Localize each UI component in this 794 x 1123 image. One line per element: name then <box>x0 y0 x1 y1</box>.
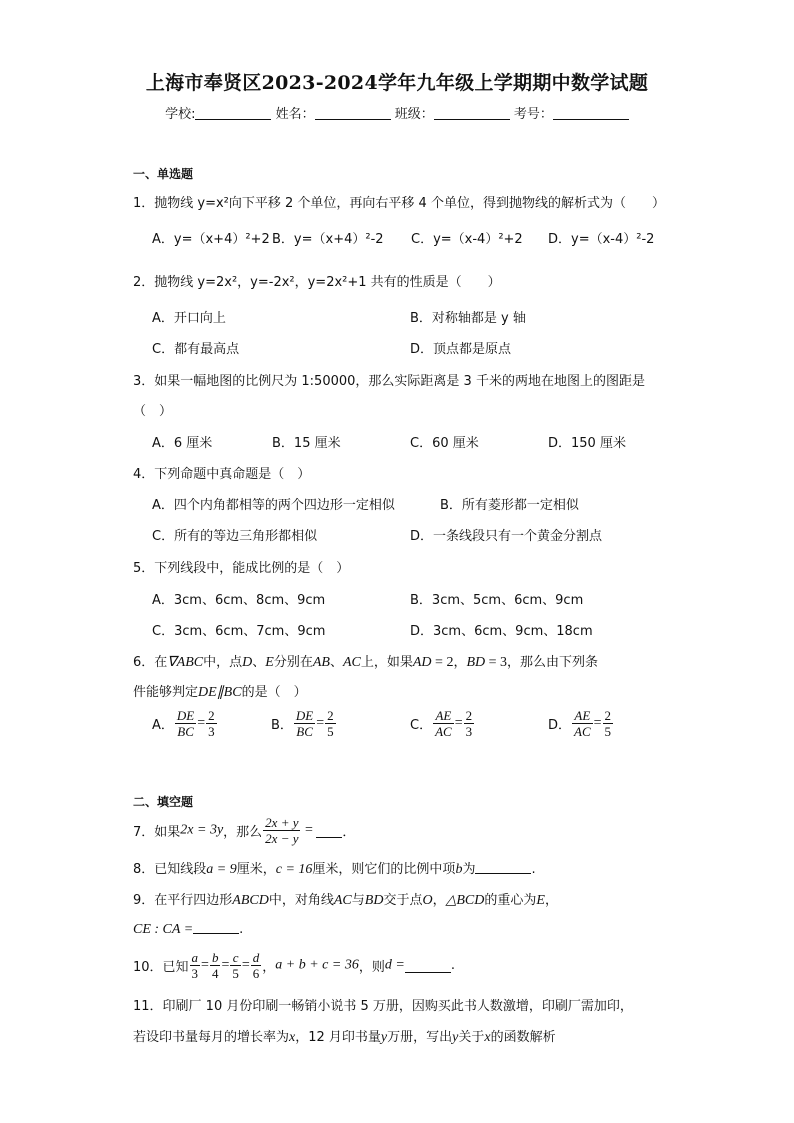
fraction <box>325 708 336 739</box>
q8-text: 8．已知线段 <box>133 862 207 877</box>
q8-text: 为 <box>462 862 476 877</box>
fraction-numerator: 2 <box>465 708 473 723</box>
fraction-denominator: BC <box>177 724 194 739</box>
fraction-denominator: AC <box>435 724 452 739</box>
q11-text: 万册，写出 <box>387 1030 453 1045</box>
fraction <box>572 708 593 739</box>
q6-sep: 、 <box>252 655 266 670</box>
q8-text: 厘米， <box>236 862 276 877</box>
fraction-numerator: 2 <box>327 708 334 723</box>
q6-bd: BD <box>466 655 486 670</box>
q6-eq: = <box>431 655 447 670</box>
q10-d: d = <box>384 957 405 973</box>
fraction-denominator: BC <box>296 724 313 739</box>
fraction-denominator: AC <box>574 724 591 739</box>
q6-text: 上，如果 <box>360 655 413 670</box>
fraction <box>175 708 196 739</box>
q8-c: c = 16 <box>275 862 313 877</box>
question-5-option-d[interactable]: D．3cm、6cm、9cm、18cm <box>410 624 593 639</box>
fraction-denominator: 3 <box>191 966 199 981</box>
q11-y: y <box>452 1030 459 1045</box>
question-6-option-b[interactable] <box>271 708 337 739</box>
option-label: C． <box>410 718 433 733</box>
q6-segment-ac: AC <box>342 655 361 670</box>
fraction <box>206 708 217 739</box>
option-label: B． <box>271 718 293 733</box>
fraction <box>603 708 614 739</box>
equals-sign: = <box>454 715 463 731</box>
fraction-numerator: d <box>252 950 260 965</box>
question-10 <box>133 950 455 981</box>
question-3-option-c[interactable]: C．60 厘米 <box>410 436 479 451</box>
question-11-continued <box>133 1026 556 1046</box>
q10-sum: a + b + c = 36 <box>275 957 359 973</box>
id-blank[interactable] <box>553 105 629 120</box>
question-9-continued <box>133 920 243 938</box>
q9-abcd: ABCD <box>232 893 269 908</box>
fraction-denominator: 5 <box>327 724 334 739</box>
equals-sign: = <box>241 957 250 973</box>
q6-parallel: DE∥BC <box>198 685 242 700</box>
fraction-numerator: AE <box>433 708 454 724</box>
question-8 <box>133 858 536 878</box>
class-blank[interactable] <box>434 105 510 120</box>
name-label: 姓名： <box>275 107 315 122</box>
fraction-numerator: AE <box>572 708 593 724</box>
question-7 <box>133 815 355 846</box>
school-label: 学校: <box>165 107 196 122</box>
q9-triangle: △BCD <box>445 893 485 908</box>
q6-point-d: D <box>242 655 253 670</box>
q11-x: x <box>484 1030 491 1045</box>
question-2-option-a[interactable]: A．开口向上 <box>152 311 226 326</box>
q6-segment-ab: AB <box>312 655 330 670</box>
question-6-option-d[interactable] <box>548 708 614 739</box>
equals-sign: = <box>197 715 206 731</box>
question-3-stem-continued: （ ） <box>133 404 173 419</box>
q6-ad-value: 2 <box>446 655 454 670</box>
q9-text: 9．在平行四边形 <box>133 893 233 908</box>
fraction-numerator: b <box>211 950 219 965</box>
fraction-numerator: DE <box>295 708 314 723</box>
q7-text: 7．如果 <box>133 825 181 840</box>
q6-eq: = <box>485 655 501 670</box>
q9-text: 的重心为 <box>484 893 537 908</box>
fraction-denominator: 6 <box>252 966 260 981</box>
question-5-option-c[interactable]: C．3cm、6cm、7cm、9cm <box>152 624 326 639</box>
question-6-stem <box>133 651 598 671</box>
q6-text: 的是（ ） <box>241 685 307 700</box>
q10-fraction-c <box>230 950 241 981</box>
q8-a: a = 9 <box>206 862 237 877</box>
question-5-option-b[interactable]: B．3cm、5cm、6cm、9cm <box>410 593 584 608</box>
q6-comma: ， <box>453 655 467 670</box>
q8-end: . <box>531 862 536 877</box>
question-6-option-a[interactable] <box>152 708 218 739</box>
student-info-row <box>0 103 794 122</box>
equals-sign: = <box>301 822 317 838</box>
fraction-numerator: c <box>230 950 241 966</box>
q7-answer-blank[interactable] <box>316 824 342 838</box>
q11-text: 的函数解析 <box>490 1030 556 1045</box>
equals-sign: = <box>593 715 602 731</box>
q9-ratio: CE : CA = <box>133 922 194 937</box>
q10-fraction-a <box>190 950 201 981</box>
id-label: 考号： <box>513 107 553 122</box>
q8-text: 厘米，则它们的比例中项 <box>312 862 456 877</box>
q10-fraction-b <box>210 950 221 981</box>
equals-sign: = <box>201 957 209 973</box>
q9-e: E <box>536 893 545 908</box>
question-5-option-a[interactable]: A．3cm、6cm、8cm、9cm <box>152 593 326 608</box>
q10-text: ， <box>262 960 276 975</box>
q9-ac: AC <box>333 893 352 908</box>
fraction-numerator: a <box>191 950 199 965</box>
q11-text: ，12 月印书量 <box>295 1030 381 1045</box>
q6-text: 件能够判定 <box>133 685 199 700</box>
question-1-option-d[interactable]: D．y=（x-4）²-2 <box>548 232 655 247</box>
q7-end: ． <box>342 825 356 840</box>
fraction-denominator: 2x − y <box>265 831 299 846</box>
section-title-single-choice: 一、单选题 <box>133 167 194 181</box>
q6-text: 中，点 <box>203 655 243 670</box>
question-3-stem: 3．如果一幅地图的比例尺为 1:50000，那么实际距离是 3 千米的两地在地图上的图距是 <box>133 374 645 389</box>
q7-condition: 2x = 3y <box>180 822 224 838</box>
question-6-stem-continued <box>133 681 307 701</box>
q6-triangle: ∇ABC <box>167 655 204 670</box>
question-2-stem: 2．抛物线 y=2x²，y=-2x²，y=2x²+1 共有的性质是（ ） <box>133 275 501 290</box>
q9-bd: BD <box>364 893 384 908</box>
question-4-option-d[interactable]: D．一条线段只有一个黄金分割点 <box>410 529 603 544</box>
fraction-denominator: 3 <box>465 724 473 739</box>
q10-answer-blank[interactable] <box>405 959 451 973</box>
question-6-option-c[interactable] <box>410 708 475 739</box>
fraction-numerator: 2 <box>604 708 612 723</box>
question-3-option-a[interactable]: A．6 厘米 <box>152 436 213 451</box>
q9-text: 交于点 <box>383 893 423 908</box>
option-label: D． <box>548 718 572 733</box>
class-label: 班级： <box>394 107 434 122</box>
q9-answer-blank[interactable] <box>193 920 239 934</box>
question-3-option-b[interactable]: B．15 厘米 <box>272 436 341 451</box>
question-9 <box>133 889 558 909</box>
q6-point-e: E <box>265 655 274 670</box>
question-2-option-b[interactable]: B．对称轴都是 y 轴 <box>410 311 526 326</box>
question-4-stem: 4．下列命题中真命题是（ ） <box>133 467 311 482</box>
q7-text: ，那么 <box>223 825 263 840</box>
fraction-denominator: 4 <box>211 966 219 981</box>
q11-y: y <box>380 1030 388 1045</box>
fraction <box>464 708 475 739</box>
q8-answer-blank[interactable] <box>475 860 531 874</box>
equals-sign: = <box>221 957 230 973</box>
q9-end: . <box>239 922 244 937</box>
q10-text: 10．已知 <box>133 960 189 975</box>
question-1-stem: 1．抛物线 y=x²向下平移 2 个单位，再向右平移 4 个单位，得到抛物线的解析式为（ ） <box>133 196 665 211</box>
exam-title: 上海市奉贤区2023-2024学年九年级上学期期中数学试题 <box>145 72 649 94</box>
question-4-option-c[interactable]: C．所有的等边三角形都相似 <box>152 529 318 544</box>
q9-text: ， <box>432 893 446 908</box>
equals-sign: = <box>316 715 325 731</box>
fraction <box>294 708 315 739</box>
q7-fraction <box>263 815 300 846</box>
q6-sep: 、 <box>329 655 343 670</box>
question-1-option-c[interactable]: C．y=（x-4）²+2 <box>411 232 523 247</box>
name-blank[interactable] <box>315 105 391 120</box>
question-11: 11．印刷厂 10 月份印刷一畅销小说书 5 万册，因购买此书人数激增，印刷厂需加印， <box>133 999 633 1014</box>
section-title-fill-blank: 二、填空题 <box>133 795 194 809</box>
fraction-denominator: 5 <box>232 966 239 981</box>
q10-text: ，则 <box>358 960 385 975</box>
school-blank[interactable] <box>195 105 271 120</box>
question-1-option-a[interactable]: A．y=（x+4）²+2 <box>152 232 270 247</box>
q6-text: 6．在 <box>133 655 168 670</box>
q10-fraction-d <box>251 950 262 981</box>
q8-b: b <box>455 862 463 877</box>
q6-bd-value: 3 <box>500 655 508 670</box>
question-5-stem: 5．下列线段中，能成比例的是（ ） <box>133 561 350 576</box>
q11-x: x <box>289 1030 296 1045</box>
q10-end: . <box>450 958 455 973</box>
q9-text: 与 <box>351 893 365 908</box>
q6-text: 分别在 <box>273 655 313 670</box>
fraction <box>433 708 454 739</box>
question-2-option-c[interactable]: C．都有最高点 <box>152 342 240 357</box>
q9-text: 中，对角线 <box>268 893 334 908</box>
fraction-denominator: 3 <box>208 724 215 739</box>
q9-text: ， <box>544 893 558 908</box>
question-1-option-b[interactable]: B．y=（x+4）²-2 <box>272 232 384 247</box>
question-3-option-d[interactable]: D．150 厘米 <box>548 436 626 451</box>
fraction-numerator: DE <box>176 708 195 723</box>
fraction-numerator: 2 <box>208 708 215 723</box>
fraction-numerator: 2x + y <box>265 815 299 830</box>
fraction-denominator: 5 <box>604 724 612 739</box>
option-label: A． <box>152 718 174 733</box>
q11-text: 关于 <box>458 1030 485 1045</box>
q9-o: O <box>422 893 433 908</box>
question-4-option-a[interactable]: A．四个内角都相等的两个四边形一定相似 <box>152 498 395 513</box>
q11-text: 若设印书量每月的增长率为 <box>133 1030 290 1045</box>
question-4-option-b[interactable]: B．所有菱形都一定相似 <box>440 498 579 513</box>
q6-text: ，那么由下列条 <box>507 655 599 670</box>
q6-ad: AD <box>412 655 432 670</box>
question-2-option-d[interactable]: D．顶点都是原点 <box>410 342 512 357</box>
